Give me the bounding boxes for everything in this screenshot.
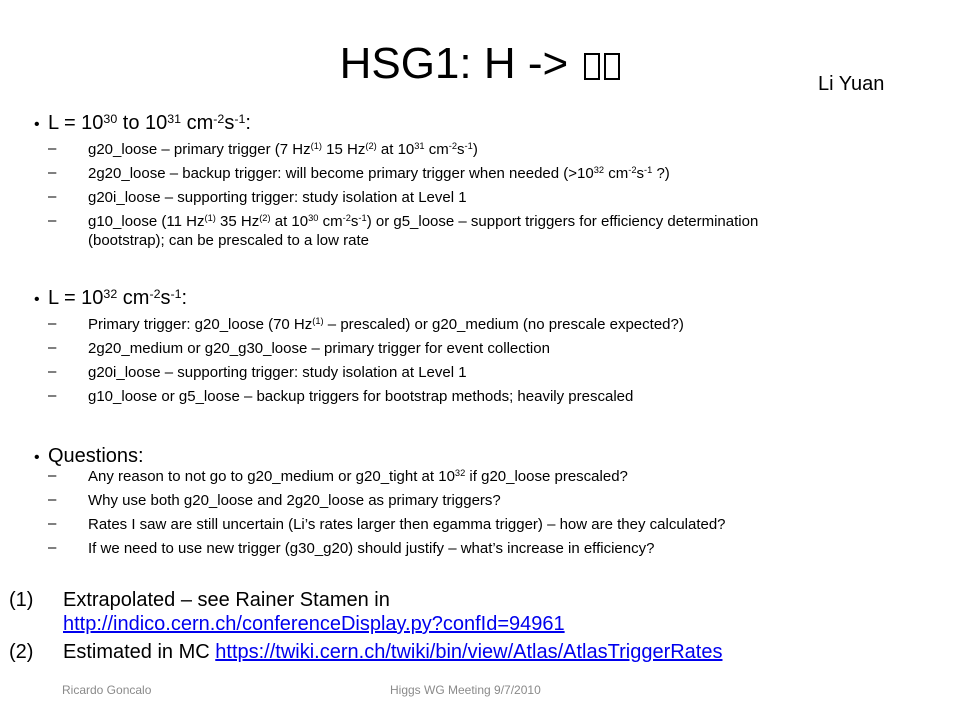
- bullet-icon: •: [34, 449, 40, 466]
- footnote-1-link[interactable]: http://indico.cern.ch/conferenceDisplay.py?confId=94961: [63, 613, 565, 635]
- footnote-1-text: Extrapolated – see Rainer Stamen in: [63, 589, 390, 611]
- section1-item-2: 2g20_loose – backup trigger: will become primary trigger when needed ($>10^{32}$ $cm^{-2}s^{-1}$ ?): [88, 165, 670, 182]
- dash-icon: –: [48, 140, 57, 157]
- section3-item-4: If we need to use new trigger (g30_g20) should justify – what’s increase in efficiency?: [88, 540, 655, 557]
- section2-heading: $L = 10^{32}$ $cm^{-2}s^{-1}$:: [48, 286, 188, 309]
- bullet-icon: •: [34, 116, 40, 133]
- section1-item-1: g20_loose – primary trigger (7 Hz$^{(1)}$ 15 Hz$^{(2)}$ at $10^{31}$ $cm^{-2}s^{-1}$): [88, 141, 478, 158]
- section3-item-2: Why use both g20_loose and 2g20_loose as primary triggers?: [88, 492, 501, 509]
- section3-heading: Questions:: [48, 445, 144, 467]
- section3-item-3: Rates I saw are still uncertain (Li’s rates larger then egamma trigger) – how are they calculated?: [88, 516, 726, 533]
- section2-item-4: g10_loose or g5_loose – backup triggers for bootstrap methods; heavily prescaled: [88, 388, 634, 405]
- title-text: HSG1: H ->: [339, 39, 581, 88]
- missing-glyph-icon: [604, 53, 620, 80]
- footnote-2: [63, 640, 722, 664]
- dash-icon: –: [48, 491, 57, 508]
- section2-item-2: 2g20_medium or g20_g30_loose – primary trigger for event collection: [88, 340, 550, 357]
- section1-item-3: g20i_loose – supporting trigger: study isolation at Level 1: [88, 189, 467, 206]
- footnote-1-marker: (1): [9, 589, 34, 611]
- dash-icon: –: [48, 387, 57, 404]
- dash-icon: –: [48, 515, 57, 532]
- footnote-2-marker: (2): [9, 641, 34, 663]
- section2-item-1: Primary trigger: g20_loose (70 Hz$^{(1)}$ – prescaled) or g20_medium (no prescale expected?): [88, 316, 684, 333]
- dash-icon: –: [48, 315, 57, 332]
- footer-meeting: Higgs WG Meeting 9/7/2010: [390, 683, 541, 697]
- footnote-2-text: Estimated in MC: [63, 641, 216, 663]
- author-name: Li Yuan: [818, 73, 885, 95]
- dash-icon: –: [48, 539, 57, 556]
- dash-icon: –: [48, 188, 57, 205]
- section1-item-4: g10_loose (11 Hz$^{(1)}$ 35 Hz$^{(2)}$ at $10^{30}$ $cm^{-2}s^{-1}$) or g5_loose – support triggers for efficiency determination (bootstrap); can be prescaled to a low rate: [88, 213, 759, 249]
- dash-icon: –: [48, 467, 57, 484]
- section1-heading: $L = 10^{30}$ to $10^{31}$ $cm^{-2}s^{-1}$:: [48, 111, 251, 134]
- dash-icon: –: [48, 212, 57, 229]
- slide-title: [0, 36, 960, 92]
- footnote-2-link[interactable]: https://twiki.cern.ch/twiki/bin/view/Atlas/AtlasTriggerRates: [215, 641, 723, 663]
- missing-glyph-icon: [584, 53, 600, 80]
- dash-icon: –: [48, 339, 57, 356]
- footer-author: Ricardo Goncalo: [62, 683, 152, 697]
- dash-icon: –: [48, 164, 57, 181]
- dash-icon: –: [48, 363, 57, 380]
- section3-item-1: Any reason to not go to g20_medium or g20_tight at $10^{32}$ if g20_loose prescaled?: [88, 468, 628, 485]
- bullet-icon: •: [34, 291, 40, 308]
- section2-item-3: g20i_loose – supporting trigger: study isolation at Level 1: [88, 364, 467, 381]
